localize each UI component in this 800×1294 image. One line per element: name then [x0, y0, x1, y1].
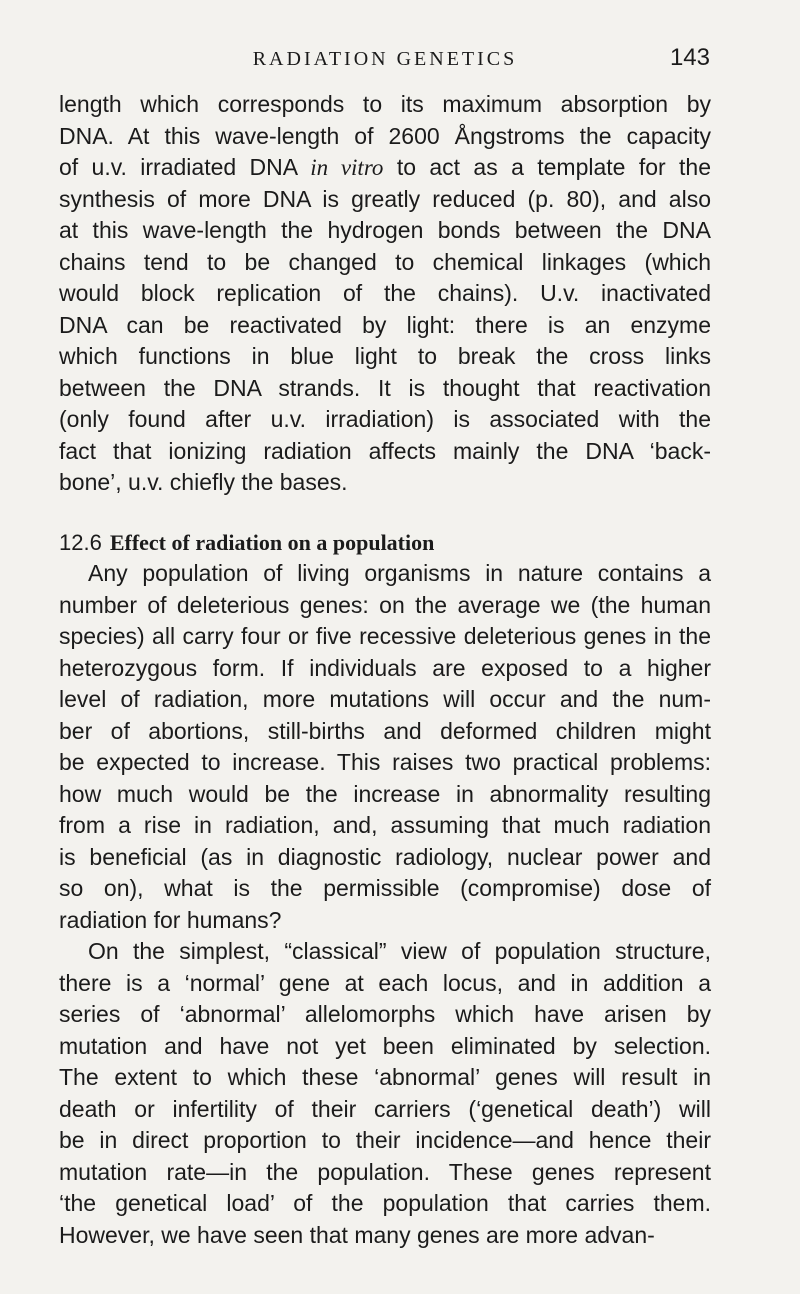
text-line: fact that ionizing radiation affects mainly the DNA ‘back- [59, 437, 711, 464]
text-line: bone’, u.v. chiefly the bases. [59, 469, 348, 495]
text-line: there is a ‘normal’ gene at each locus, and in addition a [59, 969, 711, 996]
text-line: be expected to increase. This raises two practical problems: [59, 749, 711, 775]
text-line: death or infertility of their carriers (‘genetical death’) will [59, 1095, 711, 1122]
text-line: which functions in blue light to break the cross links [59, 343, 711, 369]
running-title: RADIATION GENETICS [252, 48, 518, 70]
text-line: how much would be the increase in abnormality resulting [59, 780, 711, 807]
paragraph-3 [59, 936, 711, 1251]
text-line: series of ‘abnormal’ allelomorphs which have arisen by [59, 1001, 711, 1027]
text-line: species) all carry four or five recessive deleterious genes in the [59, 623, 711, 649]
text-line: chains tend to be changed to chemical linkages (which [59, 248, 711, 275]
text-line: DNA. At this wave-length of 2600 Ångstroms the capacity [59, 122, 711, 149]
text-line: DNA can be reactivated by light: there is an enzyme [59, 311, 711, 338]
text-line: between the DNA strands. It is thought that reactivation [59, 374, 711, 401]
running-head [60, 44, 710, 78]
section-title: Effect of radiation on a population [109, 529, 435, 555]
text-line: mutation rate—in the population. These genes represent [59, 1158, 711, 1185]
text-line: ‘the genetical load’ of the population that carries them. [59, 1190, 711, 1216]
text-run: of u.v. irradiated DNA [59, 154, 297, 180]
paragraph-2 [59, 558, 711, 936]
body-text [59, 89, 711, 1251]
paragraph-1 [59, 89, 711, 499]
text-line: so on), what is the permissible (compromise) dose of [59, 875, 711, 901]
section-heading [59, 527, 711, 559]
text-line: radiation for humans? [59, 906, 282, 933]
text-line: Any population of living organisms in nature contains a [88, 560, 711, 586]
text-line: at this wave-length the hydrogen bonds between the DNA [59, 217, 711, 243]
text-line: be in direct proportion to their incidence—and hence their [59, 1127, 711, 1153]
text-line: On the simplest, “classical” view of population structure, [88, 938, 711, 964]
section-number: 12.6 [59, 529, 102, 555]
text-run: to act as a template for the [396, 154, 712, 180]
text-line: is beneficial (as in diagnostic radiology, nuclear power and [59, 843, 711, 870]
text-line: mutation and have not yet been eliminated by selection. [59, 1032, 711, 1059]
text-line: number of deleterious genes: on the average we (the human [59, 591, 711, 618]
text-line: level of radiation, more mutations will occur and the num- [59, 686, 711, 712]
page-number: 143 [669, 44, 710, 71]
text-line: synthesis of more DNA is greatly reduced (p. 80), and also [59, 185, 711, 212]
text-line [59, 152, 711, 184]
text-line: from a rise in radiation, and, assuming that much radiation [59, 812, 711, 838]
italic-term: in vitro [310, 155, 384, 180]
text-line: ber of abortions, still-births and deformed children might [59, 717, 711, 744]
text-line: length which corresponds to its maximum absorption by [59, 91, 711, 117]
text-line: However, we have seen that many genes are more advan- [59, 1221, 655, 1248]
text-line: The extent to which these ‘abnormal’ genes will result in [59, 1064, 711, 1090]
text-line: heterozygous form. If individuals are exposed to a higher [59, 654, 711, 681]
text-line: (only found after u.v. irradiation) is associated with the [59, 406, 711, 432]
text-line: would block replication of the chains). U.v. inactivated [59, 280, 711, 306]
